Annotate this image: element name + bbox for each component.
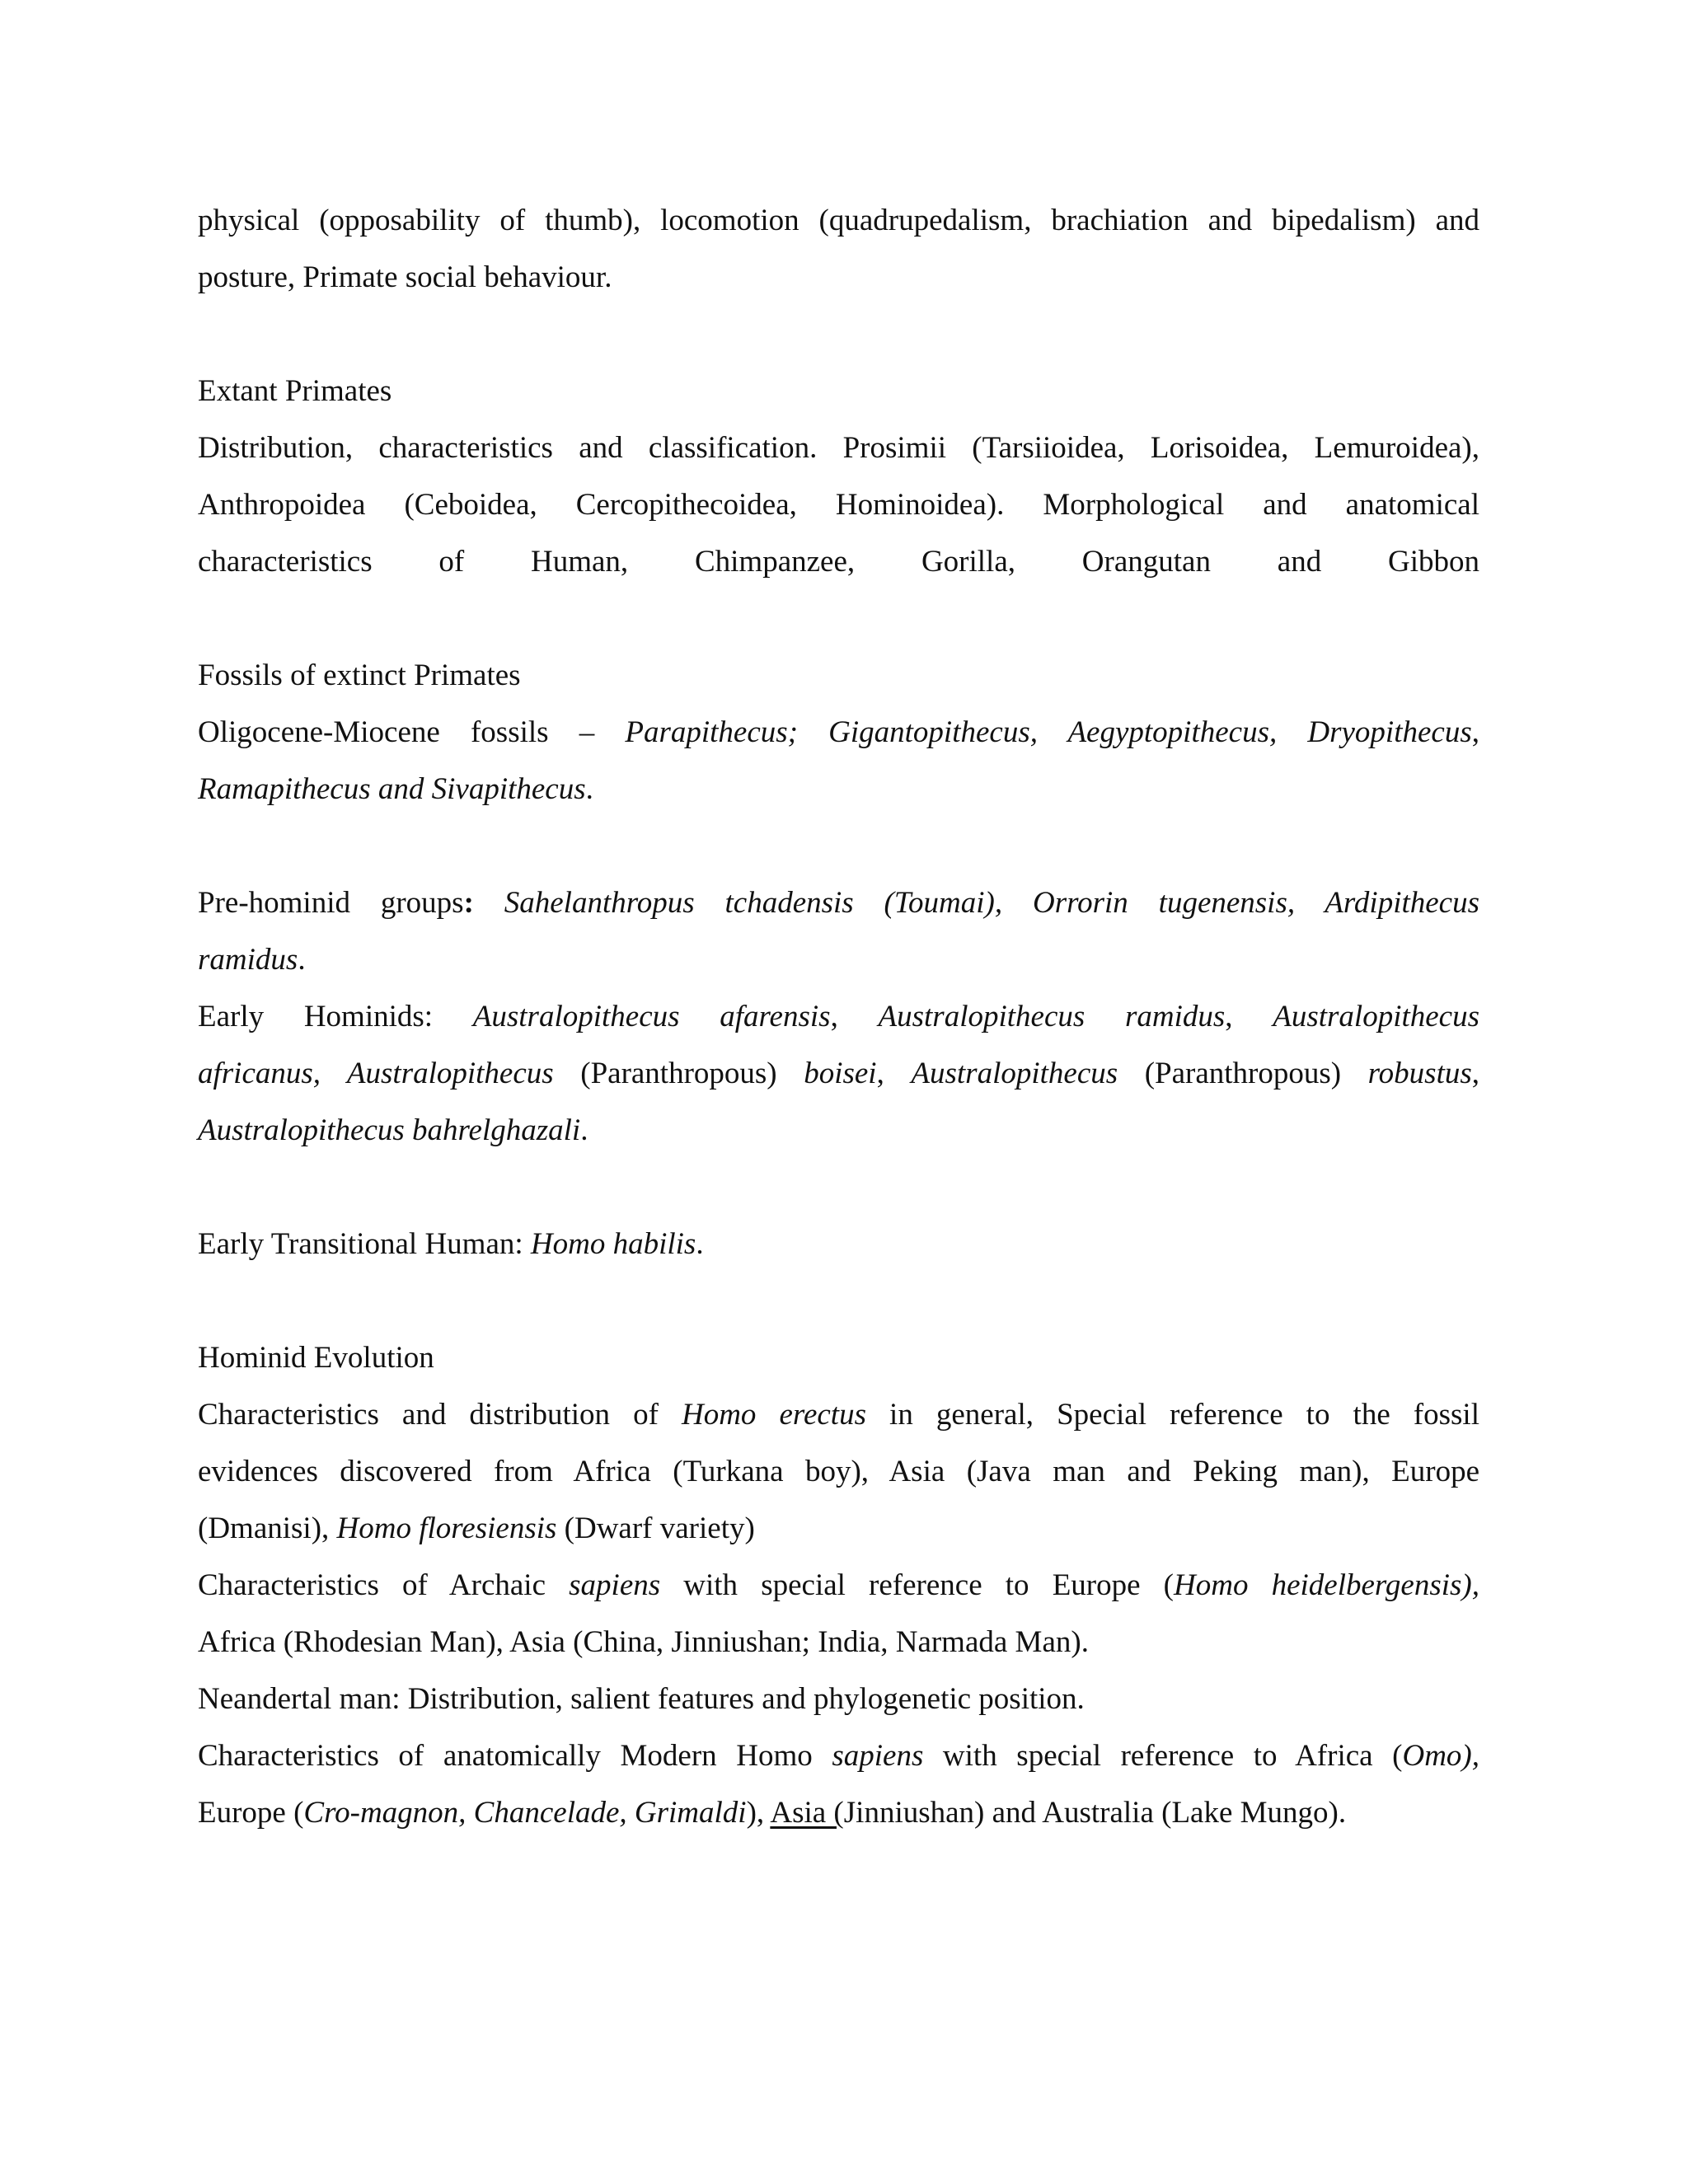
intro-paragraph [198, 192, 1479, 306]
species-name: Australopithecus [1273, 1000, 1479, 1033]
text-line [198, 761, 1479, 818]
bold-colon: : [463, 886, 474, 920]
species-names: Parapithecus; Gigantopithecus, Aegyptopithecus, Dryopithecus [625, 715, 1472, 749]
text-run: . [580, 1113, 588, 1147]
text-run: (Paranthropous) [1118, 1057, 1368, 1090]
species-name: sapiens [569, 1568, 661, 1602]
underlined-text: Asia ( [770, 1796, 844, 1830]
text-line: Distribution, characteristics and classification. Prosimii (Tarsiioidea, Lorisoidea, Lemuroidea), [198, 431, 1479, 465]
species-names: ramidus [198, 943, 298, 977]
text-run: Oligocene-Miocene fossils – [198, 715, 626, 749]
text-run: with special reference to Europe ( [660, 1568, 1174, 1602]
section-early-hominids [198, 988, 1479, 1159]
text-run: Pre-hominid groups [198, 886, 464, 920]
text-run: , [1225, 1000, 1273, 1033]
text-line [198, 1784, 1479, 1841]
section-fossils [198, 647, 1479, 818]
text-line [198, 1102, 1479, 1159]
text-run: Characteristics and distribution of [198, 1398, 682, 1432]
text-run: Characteristics of Archaic [198, 1568, 570, 1602]
text-run: Jinniushan) and Australia (Lake Mungo). [843, 1796, 1347, 1830]
text-run: . [696, 1227, 704, 1261]
species-name: Australopithecus bahrelghazali [198, 1113, 581, 1147]
text-run: with special reference to Africa ( [923, 1739, 1403, 1773]
section-pre-hominid [198, 874, 1479, 988]
species-name: boisei [804, 1057, 877, 1090]
spacer [198, 306, 1479, 363]
section-transitional [198, 1216, 1479, 1272]
species-names: Cro-magnon, Chancelade, Grimaldi [303, 1796, 747, 1830]
text-line [198, 1557, 1479, 1614]
text-run: , [830, 1000, 879, 1033]
text-line: Anthropoidea (Ceboidea, Cercopithecoidea, Hominoidea). Morphological and anatomical [198, 488, 1479, 522]
text-run: in general, Special reference to the fossil [865, 1398, 1479, 1432]
species-name: Omo), [1402, 1739, 1479, 1773]
species-name: Homo habilis [530, 1227, 696, 1261]
text-line: characteristics of Human, Chimpanzee, Gorilla, Orangutan and Gibbon [198, 545, 1479, 579]
text-run: Characteristics of anatomically Modern Homo [198, 1739, 832, 1773]
species-name: robustus [1367, 1057, 1472, 1090]
text-line [198, 1216, 1479, 1272]
text-run: (Paranthropous) [553, 1057, 804, 1090]
text-run: Early Transitional Human: [198, 1227, 531, 1261]
species-name: Australopithecus afarensis [472, 1000, 831, 1033]
spacer [198, 1159, 1479, 1216]
text-run: (Dmanisi), [198, 1511, 337, 1545]
section-heading: Hominid Evolution [198, 1341, 434, 1375]
section-heading: Extant Primates [198, 374, 392, 408]
species-name: Homo erectus [681, 1398, 866, 1432]
text-run: ), [746, 1796, 771, 1830]
species-name: Australopithecus [911, 1057, 1118, 1090]
spacer [198, 1272, 1479, 1329]
species-names: Sahelanthropus tchadensis (Toumai), Orrorin tugenensis, Ardipithecus [473, 886, 1480, 920]
text-run: , [876, 1057, 912, 1090]
text-line: Africa (Rhodesian Man), Asia (China, Jinniushan; India, Narmada Man). [198, 1625, 1089, 1659]
text-line: posture, Primate social behaviour. [198, 260, 612, 294]
text-run: Early Hominids: [198, 1000, 473, 1033]
text-run: , [1471, 715, 1479, 749]
text-run: (Dwarf variety) [556, 1511, 755, 1545]
species-name: Homo heidelbergensis), [1174, 1568, 1480, 1602]
text-run: , [1471, 1057, 1480, 1090]
species-name: africanus, Australopithecus [198, 1057, 554, 1090]
section-heading: Fossils of extinct Primates [198, 658, 521, 692]
text-line [198, 988, 1479, 1045]
section-extant-primates [198, 363, 1479, 590]
text-line [198, 704, 1479, 761]
text-run: Europe ( [198, 1796, 304, 1830]
text-run: . [585, 772, 593, 806]
species-name: sapiens [832, 1739, 924, 1773]
species-name: Australopithecus ramidus [878, 1000, 1226, 1033]
text-line [198, 1727, 1479, 1784]
spacer [198, 818, 1479, 874]
spacer [198, 590, 1479, 647]
species-names: Ramapithecus and Sivapithecus [198, 772, 586, 806]
section-hominid-evolution [198, 1329, 1479, 1841]
text-line: evidences discovered from Africa (Turkana boy), Asia (Java man and Peking man), Europe [198, 1455, 1479, 1488]
page-content [198, 192, 1479, 1841]
text-line: Neandertal man: Distribution, salient features and phylogenetic position. [198, 1682, 1085, 1716]
text-line [198, 931, 1479, 988]
text-line [198, 1386, 1479, 1443]
text-line [198, 1045, 1479, 1102]
text-line [198, 1500, 1479, 1557]
text-run: . [298, 943, 306, 977]
text-line: physical (opposability of thumb), locomotion (quadrupedalism, brachiation and bipedalism) and [198, 204, 1479, 237]
species-name: Homo floresiensis [336, 1511, 557, 1545]
text-line [198, 874, 1479, 931]
